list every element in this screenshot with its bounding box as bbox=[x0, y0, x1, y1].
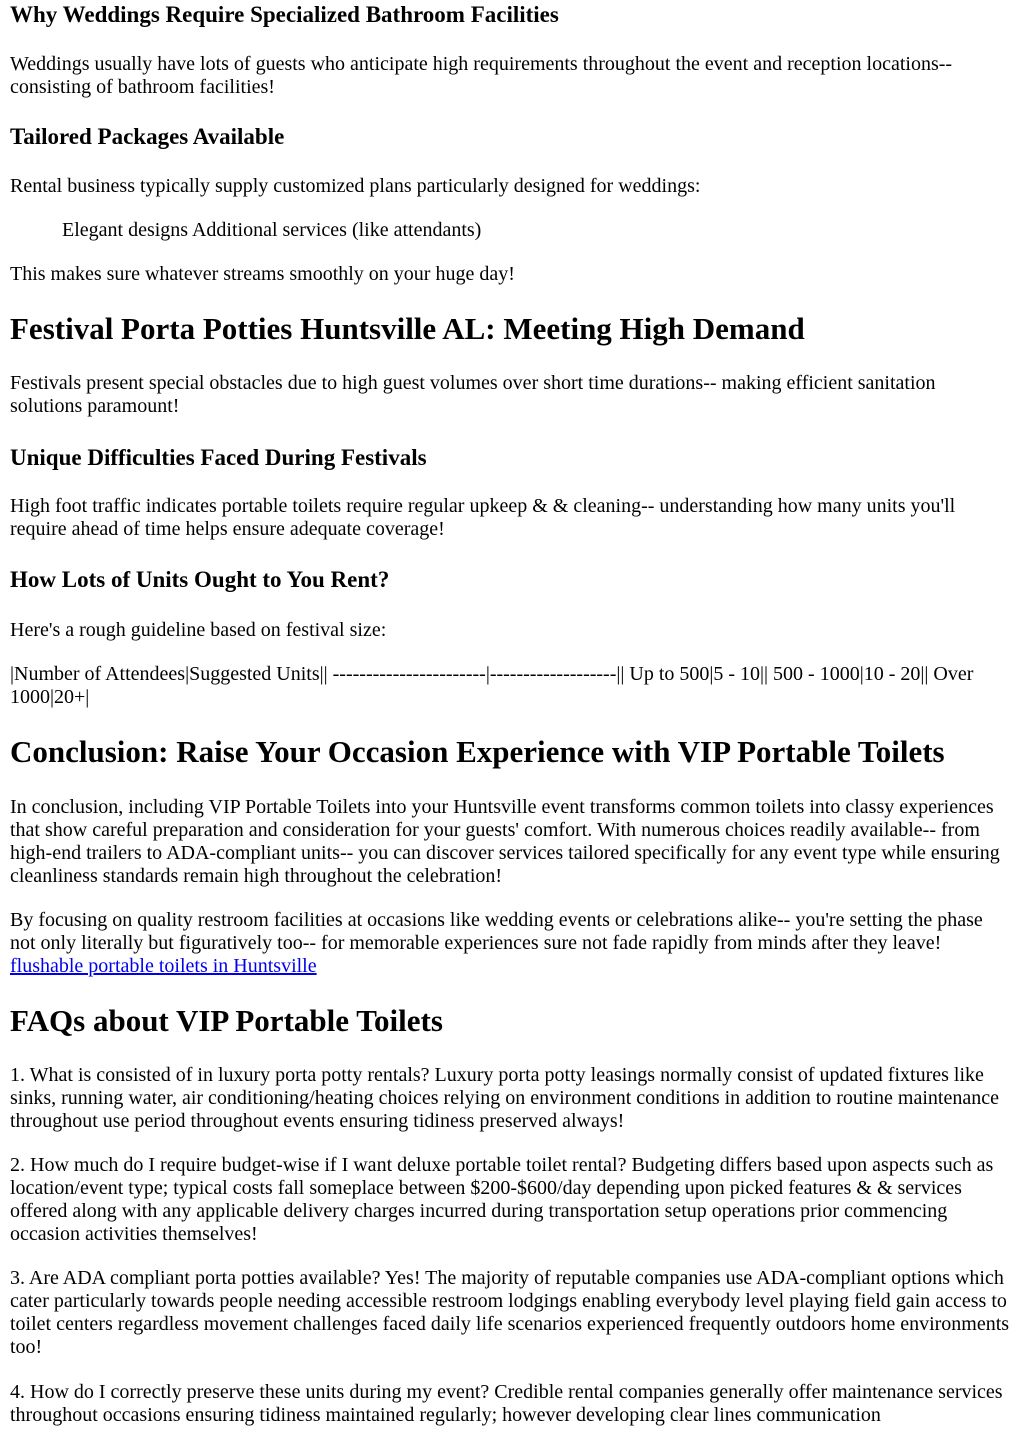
difficulties-heading: Unique Difficulties Faced During Festivals bbox=[10, 445, 427, 470]
packages-list: Elegant designs Additional services (like attendants) bbox=[62, 219, 482, 241]
units-table-text: |Number of Attendees|Suggested Units|| -----------------------|-------------------|| Up to 500|5 - 10|| 500 - 1000|10 - 20|| Over 1000|20+| bbox=[10, 663, 974, 708]
faq-item-3: 3. Are ADA compliant porta potties available? Yes! The majority of reputable companies use ADA-compliant options which cater particularly towards people needing accessible restroom lodgings enabling everybody level playing field gain access to toilet centers regardless movement challenges faced daily life scenarios experienced frequently outdoors home environments too! bbox=[10, 1267, 1010, 1358]
festival-paragraph: Festivals present special obstacles due to high guest volumes over short time durations-- making efficient sanitation solutions paramount! bbox=[10, 372, 936, 417]
conclusion-paragraph-2-text: By focusing on quality restroom facilities at occasions like wedding events or celebrations alike-- you're setting the phase not only literally but figuratively too-- for memorable experiences sure not fade rapidly from minds after they leave! bbox=[10, 909, 983, 954]
packages-heading: Tailored Packages Available bbox=[10, 124, 285, 149]
packages-closing: This makes sure whatever streams smoothly on your huge day! bbox=[10, 263, 515, 285]
faq-item-1: 1. What is consisted of in luxury porta potty rentals? Luxury porta potty leasings normally consist of updated fixtures like sinks, running water, air conditioning/heating choices relying on environment conditions in addition to routine maintenance throughout use period throughout events ensuring tidiness preserved always! bbox=[10, 1064, 999, 1132]
difficulties-paragraph: High foot traffic indicates portable toilets require regular upkeep & & cleaning-- understanding how many units you'll require ahead of time helps ensure adequate coverage! bbox=[10, 495, 956, 540]
weddings-heading: Why Weddings Require Specialized Bathroom Facilities bbox=[10, 2, 559, 27]
conclusion-paragraph-2 bbox=[10, 909, 1010, 978]
flushable-toilets-link[interactable]: flushable portable toilets in Huntsville bbox=[10, 955, 317, 977]
faq-item-4: 4. How do I correctly preserve these units during my event? Credible rental companies generally offer maintenance services throughout occasions ensuring tidiness maintained regularly; however developing clear lines communication bbox=[10, 1381, 1003, 1426]
packages-paragraph: Rental business typically supply customized plans particularly designed for weddings: bbox=[10, 175, 701, 197]
faq-heading: FAQs about VIP Portable Toilets bbox=[10, 1003, 443, 1038]
festival-heading: Festival Porta Potties Huntsville AL: Meeting High Demand bbox=[10, 311, 805, 346]
units-heading: How Lots of Units Ought to You Rent? bbox=[10, 567, 390, 592]
conclusion-heading: Conclusion: Raise Your Occasion Experience with VIP Portable Toilets bbox=[10, 734, 945, 769]
weddings-paragraph: Weddings usually have lots of guests who anticipate high requirements throughout the event and reception locations-- consisting of bathroom facilities! bbox=[10, 53, 953, 98]
faq-item-2: 2. How much do I require budget-wise if I want deluxe portable toilet rental? Budgeting differs based upon aspects such as location/event type; typical costs fall someplace between $200-$600/day depending upon picked features & & services offered along with any applicable delivery charges incurred during transportation setup operations prior commencing occasion activities themselves! bbox=[10, 1154, 994, 1245]
conclusion-paragraph-1: In conclusion, including VIP Portable Toilets into your Huntsville event transforms common toilets into classy experiences that show careful preparation and consideration for your guests' comfort. With numerous choices readily available-- from high-end trailers to ADA-compliant units-- you can discover services tailored specifically for any event type while ensuring cleanliness standards remain high throughout the celebration! bbox=[10, 796, 1000, 887]
units-paragraph: Here's a rough guideline based on festival size: bbox=[10, 619, 387, 641]
